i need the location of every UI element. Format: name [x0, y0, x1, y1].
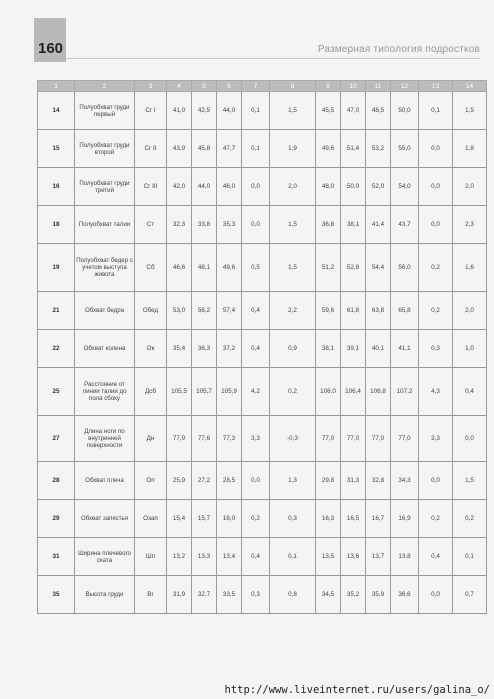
measurement-number: 16 [38, 168, 75, 206]
measurement-name: Обхват запястья [75, 500, 135, 538]
column-header-14: 14 [453, 81, 487, 92]
table-cell: 0,1 [242, 130, 270, 168]
table-cell: 2,2 [270, 292, 316, 330]
table-cell: 32,3 [167, 206, 192, 244]
table-cell: 56,0 [391, 244, 419, 292]
table-cell: 33,8 [192, 206, 217, 244]
table-cell: 59,6 [316, 292, 341, 330]
table-cell: 52,8 [341, 244, 366, 292]
table-cell: 0,8 [270, 576, 316, 614]
table-cell: 0,3 [270, 500, 316, 538]
table-cell: 2,3 [453, 206, 487, 244]
measurement-number: 18 [38, 206, 75, 244]
column-header-12: 12 [391, 81, 419, 92]
table-cell: 61,8 [341, 292, 366, 330]
table-cell: 49,6 [217, 244, 242, 292]
table-cell: 51,4 [341, 130, 366, 168]
table-cell: 105,7 [192, 368, 217, 416]
table-cell: 53,2 [366, 130, 391, 168]
measurement-symbol: Cг II [135, 130, 167, 168]
table-cell: 47,7 [217, 130, 242, 168]
table-cell: 0,4 [242, 330, 270, 368]
source-url: http://www.liveinternet.ru/users/galina_o/ [224, 684, 490, 696]
column-header-5: 5 [192, 81, 217, 92]
table-cell: 15,4 [167, 500, 192, 538]
table-cell: 0,1 [419, 92, 453, 130]
table-cell: 13,3 [192, 538, 217, 576]
measurement-number: 19 [38, 244, 75, 292]
measurement-name: Обхват колена [75, 330, 135, 368]
table-cell: 0,4 [242, 292, 270, 330]
table-cell: 77,0 [341, 416, 366, 462]
column-header-6: 6 [217, 81, 242, 92]
table-cell: 35,9 [366, 576, 391, 614]
measurement-number: 31 [38, 538, 75, 576]
table-cell: 40,1 [366, 330, 391, 368]
measurement-name: Полуобхват груди первый [75, 92, 135, 130]
table-cell: 50,0 [391, 92, 419, 130]
table-cell: 1,5 [270, 206, 316, 244]
running-header-title: Размерная типология подростков [317, 44, 480, 55]
table-cell: 0,2 [419, 292, 453, 330]
table-cell: 43,9 [167, 130, 192, 168]
table-cell: 1,5 [270, 92, 316, 130]
table-cell: 45,5 [316, 92, 341, 130]
column-header-2: 2 [75, 81, 135, 92]
table-cell: 13,6 [341, 538, 366, 576]
table-cell: 106,8 [366, 368, 391, 416]
table-cell: 29,8 [316, 462, 341, 500]
table-body [38, 92, 487, 614]
table-cell: 16,0 [217, 500, 242, 538]
table-cell: 15,7 [192, 500, 217, 538]
table-cell: 65,8 [391, 292, 419, 330]
table-cell: 0,7 [453, 576, 487, 614]
table-cell: 32,7 [192, 576, 217, 614]
table-cell: 13,8 [391, 538, 419, 576]
table-cell: 51,2 [316, 244, 341, 292]
table-cell: 0,2 [419, 244, 453, 292]
measurement-table-container [37, 80, 482, 614]
table-cell: 13,7 [366, 538, 391, 576]
table-row [38, 368, 487, 416]
table-row [38, 92, 487, 130]
table-cell: 55,0 [391, 130, 419, 168]
measurement-number: 21 [38, 292, 75, 330]
table-cell: 34,5 [316, 576, 341, 614]
table-row [38, 576, 487, 614]
table-cell: 39,1 [341, 330, 366, 368]
table-cell: 48,5 [366, 92, 391, 130]
table-cell: 35,3 [217, 206, 242, 244]
table-cell: 41,1 [391, 330, 419, 368]
table-cell: 0,3 [242, 576, 270, 614]
measurement-symbol: Ок [135, 330, 167, 368]
table-cell: 106,0 [316, 368, 341, 416]
column-header-1: 1 [38, 81, 75, 92]
table-cell: 48,0 [316, 168, 341, 206]
table-cell: 2,0 [453, 292, 487, 330]
measurement-number: 22 [38, 330, 75, 368]
table-cell: 31,3 [341, 462, 366, 500]
column-header-11: 11 [366, 81, 391, 92]
table-cell: 1,5 [270, 244, 316, 292]
table-row [38, 206, 487, 244]
measurement-symbol: Сб [135, 244, 167, 292]
page-number: 160 [38, 40, 64, 57]
table-cell: 105,5 [167, 368, 192, 416]
table-cell: 27,2 [192, 462, 217, 500]
table-cell: 46,6 [167, 244, 192, 292]
table-cell: 0,0 [242, 206, 270, 244]
table-row [38, 130, 487, 168]
table-cell: 77,0 [316, 416, 341, 462]
measurement-number: 25 [38, 368, 75, 416]
table-cell: 35,4 [167, 330, 192, 368]
table-cell: 77,0 [391, 416, 419, 462]
table-row [38, 244, 487, 292]
table-cell: 77,3 [217, 416, 242, 462]
measurement-name: Полуобхват талии [75, 206, 135, 244]
table-cell: 53,0 [167, 292, 192, 330]
table-cell: 107,2 [391, 368, 419, 416]
column-header-8: 8 [270, 81, 316, 92]
table-cell: 46,0 [217, 168, 242, 206]
measurement-symbol: Дсб [135, 368, 167, 416]
measurement-symbol: Ст [135, 206, 167, 244]
measurement-name: Полуобхват груди второй [75, 130, 135, 168]
table-cell: 0,0 [419, 576, 453, 614]
table-cell: 38,1 [316, 330, 341, 368]
measurement-name: Обхват плеча [75, 462, 135, 500]
table-cell: 77,9 [167, 416, 192, 462]
table-cell: 0,0 [242, 462, 270, 500]
table-cell: 13,2 [167, 538, 192, 576]
measurement-name: Обхват бедра [75, 292, 135, 330]
table-cell: 16,5 [341, 500, 366, 538]
table-cell: 4,2 [242, 368, 270, 416]
table-cell: 42,0 [167, 168, 192, 206]
table-cell: 41,4 [366, 206, 391, 244]
measurement-name: Полуобхват бедер с учетом выступа живота [75, 244, 135, 292]
table-cell: 13,5 [316, 538, 341, 576]
table-cell: 45,8 [192, 130, 217, 168]
table-cell: 34,3 [391, 462, 419, 500]
table-cell: 50,0 [341, 168, 366, 206]
table-cell: 28,5 [217, 462, 242, 500]
table-cell: 25,9 [167, 462, 192, 500]
column-header-13: 13 [419, 81, 453, 92]
table-cell: 1,9 [270, 130, 316, 168]
table-row [38, 292, 487, 330]
table-cell: 3,3 [242, 416, 270, 462]
table-cell: 37,2 [217, 330, 242, 368]
table-cell: 36,8 [316, 206, 341, 244]
measurement-symbol: Обед [135, 292, 167, 330]
measurement-number: 35 [38, 576, 75, 614]
measurement-name: Полуобхват груди третий [75, 168, 135, 206]
table-cell: 0,0 [419, 130, 453, 168]
table-cell: 1,6 [453, 244, 487, 292]
table-cell: 105,9 [217, 368, 242, 416]
measurement-number: 29 [38, 500, 75, 538]
table-cell: 0,0 [419, 206, 453, 244]
table-row [38, 500, 487, 538]
table-cell: 54,4 [366, 244, 391, 292]
table-cell: 0,0 [419, 168, 453, 206]
table-cell: 0,2 [453, 500, 487, 538]
measurement-symbol: Дн [135, 416, 167, 462]
table-row [38, 462, 487, 500]
table-cell: 2,0 [453, 168, 487, 206]
table-cell: 36,6 [391, 576, 419, 614]
column-header-7: 7 [242, 81, 270, 92]
table-cell: 52,0 [366, 168, 391, 206]
table-cell: 0,3 [419, 330, 453, 368]
table-row [38, 416, 487, 462]
table-cell: 0,2 [419, 500, 453, 538]
table-cell: 57,4 [217, 292, 242, 330]
table-cell: 0,2 [270, 368, 316, 416]
table-header-row [38, 81, 487, 92]
table-cell: 63,8 [366, 292, 391, 330]
table-cell: 0,4 [242, 538, 270, 576]
table-cell: 35,2 [341, 576, 366, 614]
table-cell: 1,0 [453, 330, 487, 368]
table-cell: 1,5 [453, 92, 487, 130]
header-divider [66, 58, 480, 59]
table-cell: 0,2 [242, 500, 270, 538]
column-header-9: 9 [316, 81, 341, 92]
table-cell: 0,4 [419, 538, 453, 576]
table-cell: 47,0 [341, 92, 366, 130]
table-row [38, 330, 487, 368]
table-cell: 0,1 [453, 538, 487, 576]
table-cell: 48,1 [192, 244, 217, 292]
table-cell: 49,6 [316, 130, 341, 168]
table-cell: 32,8 [366, 462, 391, 500]
measurement-symbol: Шп [135, 538, 167, 576]
measurement-number: 28 [38, 462, 75, 500]
table-cell: 54,0 [391, 168, 419, 206]
table-cell: 0,5 [242, 244, 270, 292]
table-cell: 0,1 [270, 538, 316, 576]
measurement-name: Расстояние от линии талии до пола сбоку [75, 368, 135, 416]
column-header-10: 10 [341, 81, 366, 92]
table-cell: 0,0 [453, 416, 487, 462]
table-row [38, 168, 487, 206]
measurement-table [37, 80, 487, 614]
table-cell: 3,3 [419, 416, 453, 462]
measurement-symbol: Cг I [135, 92, 167, 130]
table-cell: 56,2 [192, 292, 217, 330]
table-cell: 0,1 [242, 92, 270, 130]
table-cell: 44,0 [192, 168, 217, 206]
measurement-symbol: Cг III [135, 168, 167, 206]
table-cell: 1,8 [453, 130, 487, 168]
measurement-number: 27 [38, 416, 75, 462]
table-cell: 1,5 [453, 462, 487, 500]
table-cell: 106,4 [341, 368, 366, 416]
measurement-symbol: Оп [135, 462, 167, 500]
table-cell: 0,0 [242, 168, 270, 206]
table-cell: 77,6 [192, 416, 217, 462]
measurement-number: 14 [38, 92, 75, 130]
column-header-3: 3 [135, 81, 167, 92]
measurement-symbol: Озап [135, 500, 167, 538]
table-cell: 33,5 [217, 576, 242, 614]
table-cell: 31,9 [167, 576, 192, 614]
table-cell: 42,5 [192, 92, 217, 130]
table-cell: 0,9 [270, 330, 316, 368]
table-cell: 16,7 [366, 500, 391, 538]
table-cell: 16,9 [391, 500, 419, 538]
table-cell: 4,3 [419, 368, 453, 416]
table-cell: 36,3 [192, 330, 217, 368]
table-cell: -0,3 [270, 416, 316, 462]
table-cell: 77,0 [366, 416, 391, 462]
measurement-symbol: Вг [135, 576, 167, 614]
table-cell: 43,7 [391, 206, 419, 244]
table-cell: 13,4 [217, 538, 242, 576]
table-cell: 2,0 [270, 168, 316, 206]
table-cell: 41,0 [167, 92, 192, 130]
table-cell: 0,0 [419, 462, 453, 500]
table-cell: 38,1 [341, 206, 366, 244]
table-cell: 0,4 [453, 368, 487, 416]
table-cell: 44,0 [217, 92, 242, 130]
table-cell: 1,3 [270, 462, 316, 500]
measurement-name: Ширина плечевого ската [75, 538, 135, 576]
measurement-name: Высота груди [75, 576, 135, 614]
column-header-4: 4 [167, 81, 192, 92]
table-cell: 16,3 [316, 500, 341, 538]
measurement-number: 15 [38, 130, 75, 168]
measurement-name: Длина ноги по внутренней поверхности [75, 416, 135, 462]
table-row [38, 538, 487, 576]
